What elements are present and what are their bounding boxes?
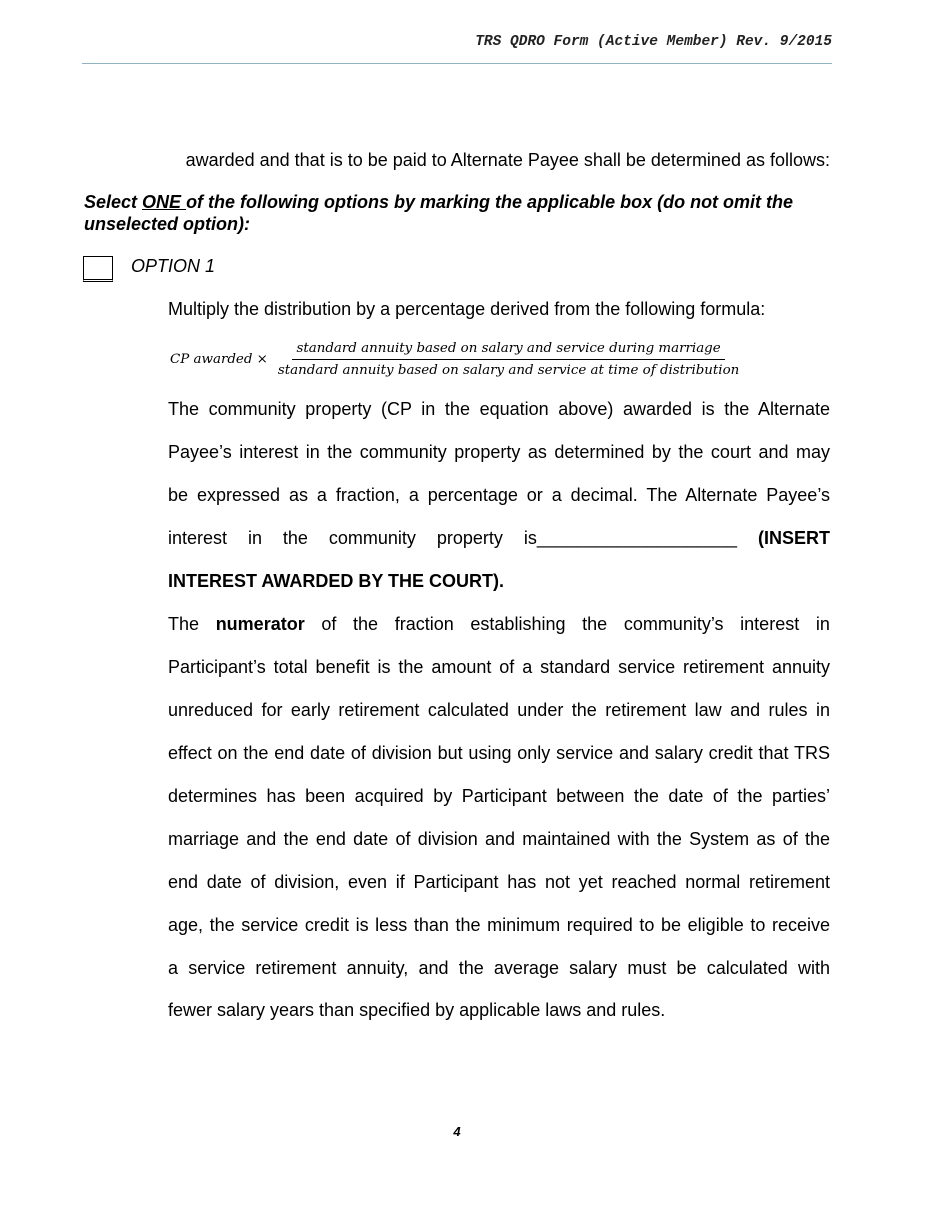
- page-number: 4: [453, 1124, 461, 1139]
- para1-line2: Payee’s interest in the community property as determined by the court and may: [168, 442, 830, 462]
- formula-fraction: [274, 341, 743, 378]
- para1-line5: INTEREST AWARDED BY THE COURT).: [168, 571, 505, 591]
- formula-denominator: standard annuity based on salary and service at time of distribution: [277, 363, 740, 378]
- multiply-instruction: Multiply the distribution by a percentage derived from the following formula:: [168, 299, 766, 319]
- para1-line4-word: community: [328, 528, 416, 548]
- intro-line: awarded and that is to be paid to Alternate Payee shall be determined as follows:: [185, 150, 830, 170]
- header-divider: [82, 63, 832, 64]
- option-1-label: OPTION 1: [131, 256, 216, 276]
- para2-line: unreduced for early retirement calculated under the retirement law and rules in: [168, 700, 830, 720]
- para2-last-line: fewer salary years than specified by applicable laws and rules.: [168, 1000, 666, 1020]
- select-line2: unselected option):: [84, 214, 250, 234]
- para2-line: marriage and the end date of division and maintained with the System as of the: [168, 829, 830, 849]
- para1-line4-word: property: [436, 528, 503, 548]
- para2-line: Participant’s total benefit is the amount of a standard service retirement annuity: [168, 657, 830, 677]
- para2-word: The: [168, 614, 200, 634]
- formula-left: CP awarded ×: [170, 352, 268, 367]
- cp-formula: [170, 341, 743, 378]
- para1-line4-word: the: [282, 528, 308, 548]
- para2-line: age, the service credit is less than the minimum required to be eligible to receive: [168, 915, 830, 935]
- select-one: ONE: [142, 192, 187, 212]
- para2-word: community’s: [623, 614, 724, 634]
- para1-line4: [168, 527, 830, 549]
- para2-line1: [168, 613, 830, 635]
- option-1-checkbox[interactable]: [83, 256, 113, 282]
- para1-line1: The community property (CP in the equation above) awarded is the Alternate: [168, 399, 830, 419]
- para2-word: interest: [740, 614, 800, 634]
- select-instruction: [84, 191, 832, 235]
- para2-word: in: [815, 614, 830, 634]
- para2-line: effect on the end date of division but using only service and salary credit that TRS: [168, 743, 830, 763]
- para2-line: end date of division, even if Participant has not yet reached normal retirement: [168, 872, 830, 892]
- para2-word: of: [321, 614, 337, 634]
- para2-line: a service retirement annuity, and the average salary must be calculated with: [168, 958, 830, 978]
- para2-word: establishing: [470, 614, 566, 634]
- para2-word: the: [353, 614, 379, 634]
- para1-line3: be expressed as a fraction, a percentage or a decimal. The Alternate Payee’s: [168, 485, 830, 505]
- para2-word: the: [582, 614, 608, 634]
- para1-line4-word: interest: [168, 528, 228, 548]
- numerator-term: numerator: [215, 614, 305, 634]
- para2-line: determines has been acquired by Participant between the date of the parties’: [168, 786, 830, 806]
- running-header: TRS QDRO Form (Active Member) Rev. 9/2015: [475, 34, 832, 50]
- select-line1-rest: of the following options by marking the applicable box (do not omit the: [186, 192, 794, 212]
- interest-blank: is____________________: [523, 528, 738, 548]
- formula-numerator: standard annuity based on salary and service during marriage: [292, 341, 724, 360]
- select-prefix: Select: [84, 192, 143, 212]
- para2-word: fraction: [394, 614, 454, 634]
- insert-label: (INSERT: [758, 528, 830, 548]
- para1-line4-word: in: [247, 528, 262, 548]
